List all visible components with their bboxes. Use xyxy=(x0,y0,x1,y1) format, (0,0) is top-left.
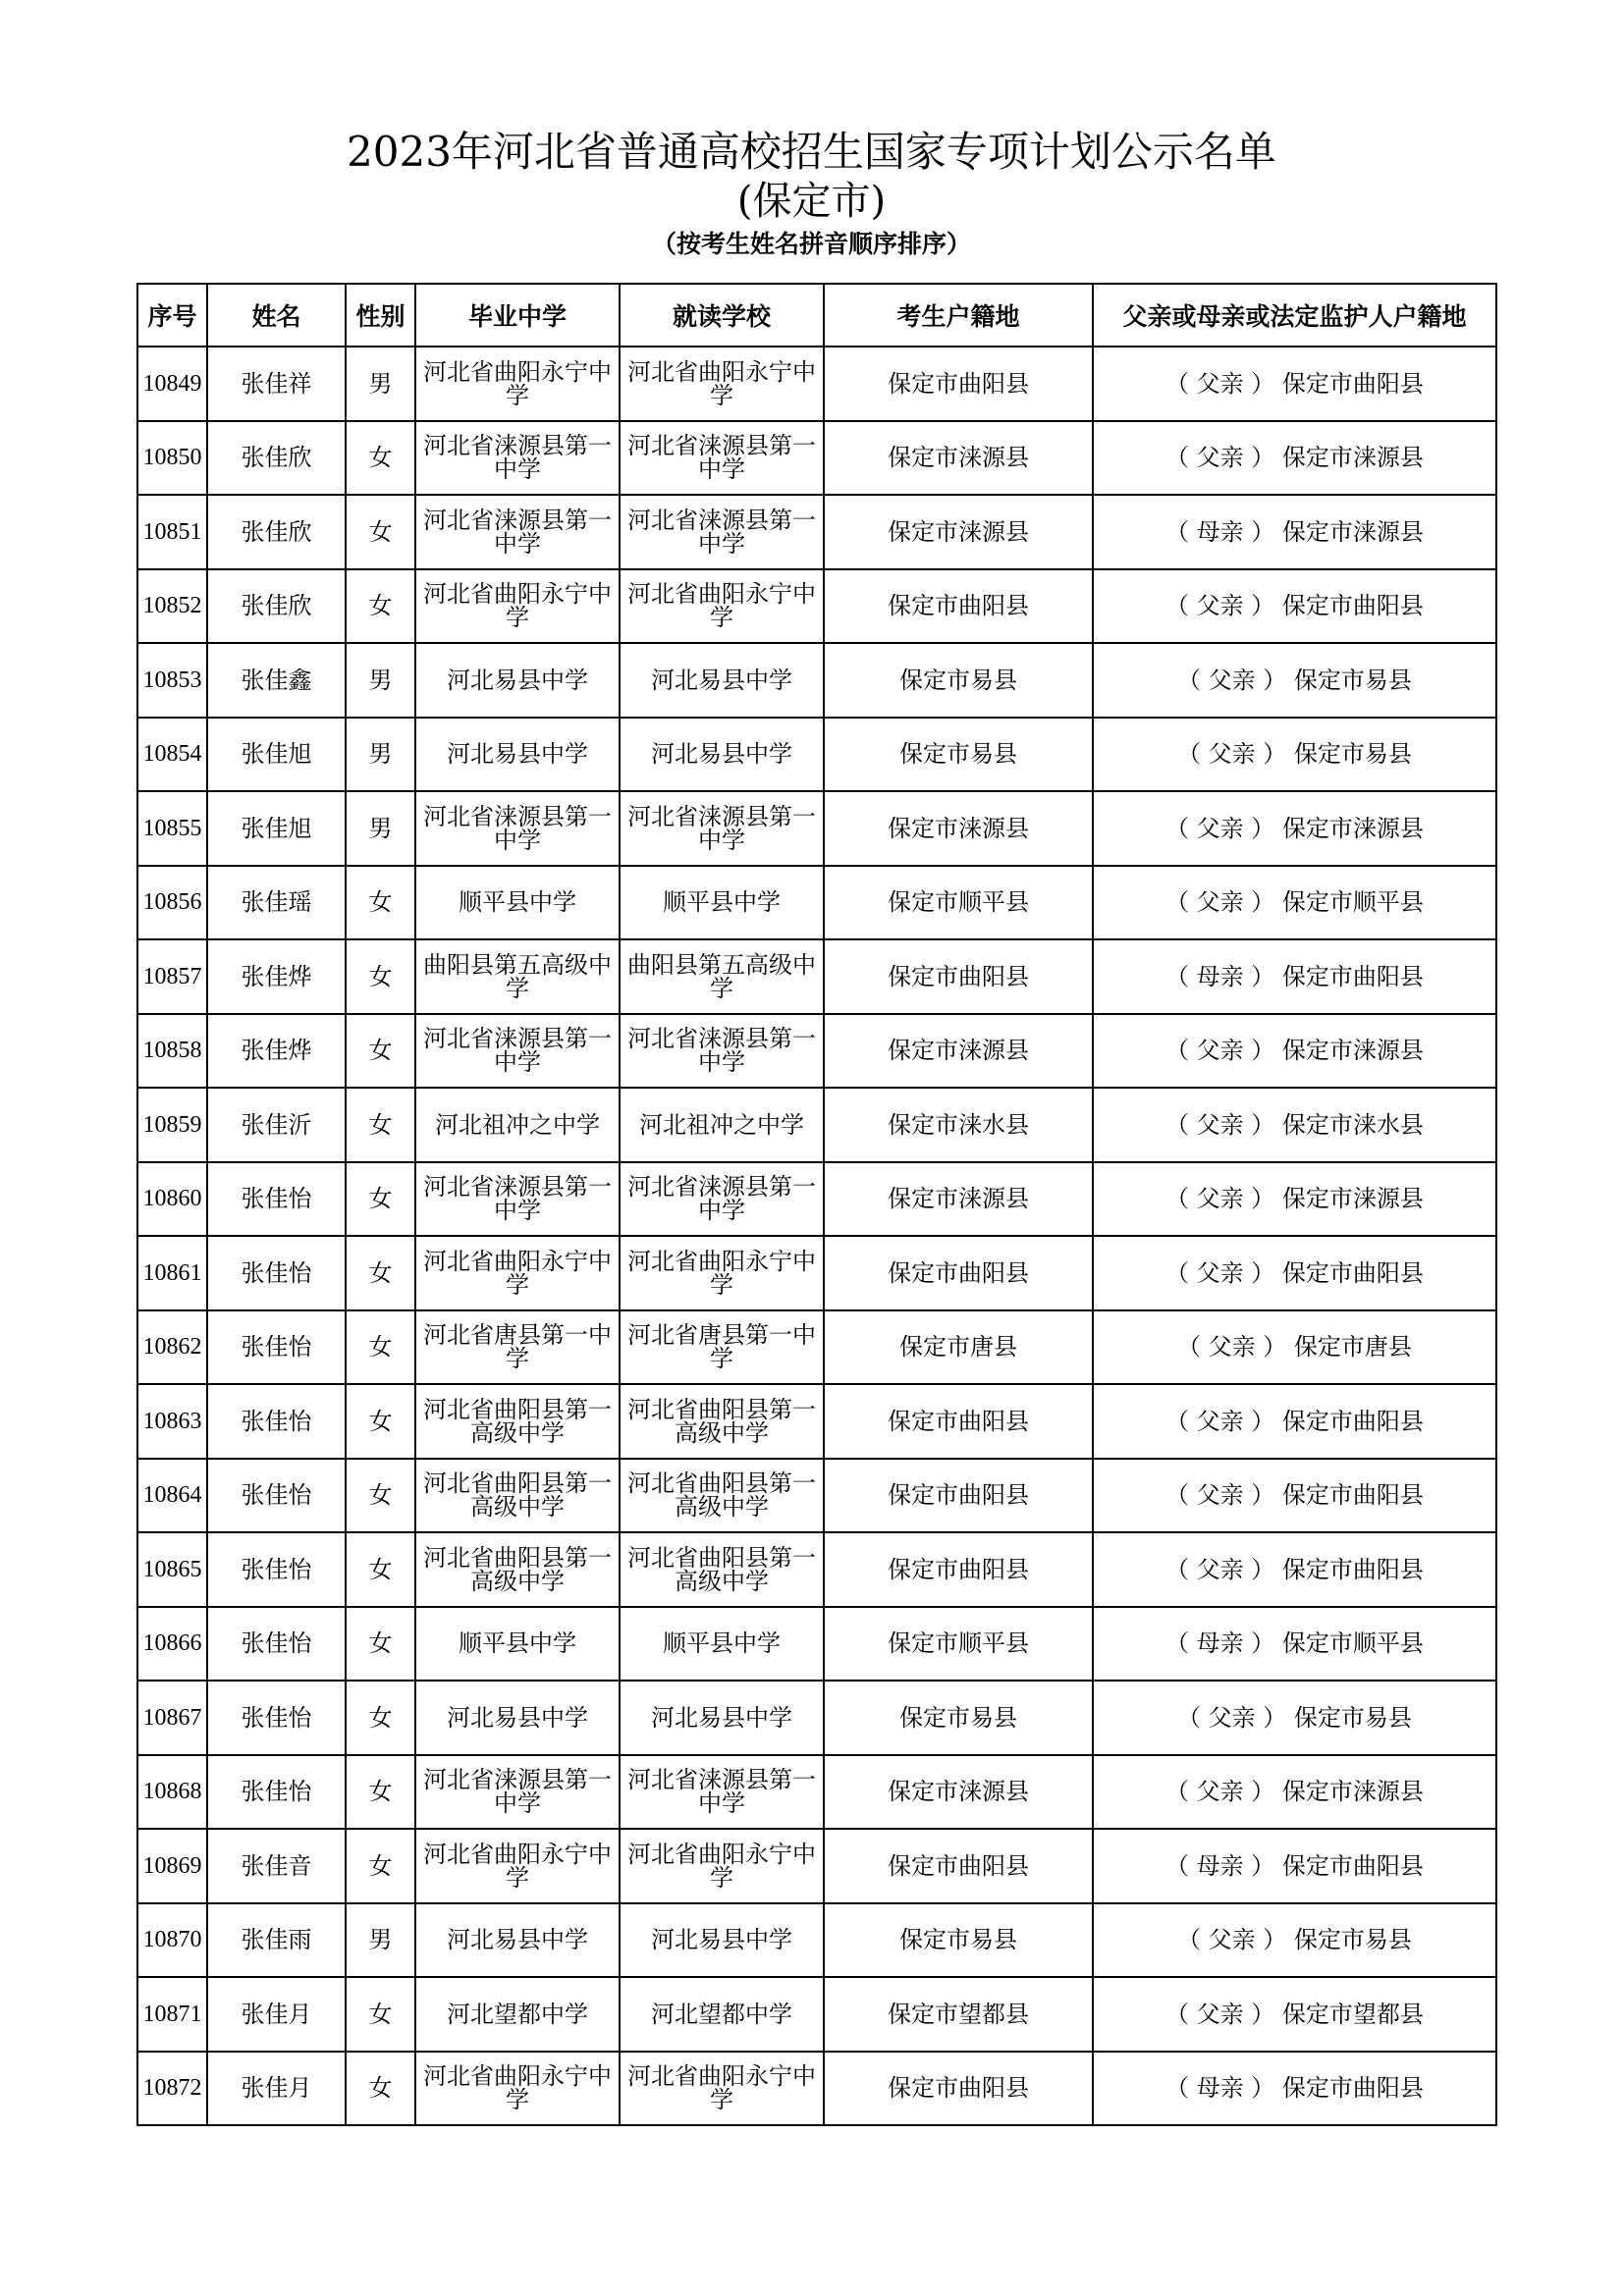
cell-grad-school: 河北省曲阳县第一高级中学 xyxy=(415,1384,620,1459)
cell-guardian-hukou: （ 父亲 ） 保定市涞源县 xyxy=(1093,1755,1496,1830)
cell-guardian-hukou: （ 母亲 ） 保定市曲阳县 xyxy=(1093,2052,1496,2126)
cell-hukou: 保定市涞源县 xyxy=(824,791,1093,866)
cell-current-school: 河北省涞源县第一中学 xyxy=(620,1755,824,1830)
cell-grad-school: 河北省曲阳永宁中学 xyxy=(415,347,620,421)
cell-name: 张佳欣 xyxy=(207,569,346,644)
cell-name: 张佳月 xyxy=(207,1977,346,2052)
cell-seq: 10852 xyxy=(137,569,207,644)
cell-guardian-hukou: （ 母亲 ） 保定市顺平县 xyxy=(1093,1607,1496,1682)
cell-current-school: 河北省涞源县第一中学 xyxy=(620,791,824,866)
table-row xyxy=(137,1829,1496,1903)
table-row xyxy=(137,866,1496,940)
cell-name: 张佳旭 xyxy=(207,718,346,792)
cell-guardian-hukou: （ 父亲 ） 保定市易县 xyxy=(1093,643,1496,718)
cell-guardian-hukou: （ 父亲 ） 保定市易县 xyxy=(1093,1681,1496,1755)
cell-grad-school: 河北省涞源县第一中学 xyxy=(415,1162,620,1237)
cell-seq: 10851 xyxy=(137,495,207,569)
cell-name: 张佳鑫 xyxy=(207,643,346,718)
cell-seq: 10863 xyxy=(137,1384,207,1459)
cell-hukou: 保定市涞源县 xyxy=(824,1162,1093,1237)
cell-guardian-hukou: （ 父亲 ） 保定市曲阳县 xyxy=(1093,569,1496,644)
cell-hukou: 保定市曲阳县 xyxy=(824,1459,1093,1533)
cell-name: 张佳怡 xyxy=(207,1607,346,1682)
cell-current-school: 河北省涞源县第一中学 xyxy=(620,1162,824,1237)
cell-seq: 10867 xyxy=(137,1681,207,1755)
cell-hukou: 保定市曲阳县 xyxy=(824,569,1093,644)
cell-gender: 女 xyxy=(346,1977,415,2052)
cell-guardian-hukou: （ 父亲 ） 保定市曲阳县 xyxy=(1093,1384,1496,1459)
header-current-school: 就读学校 xyxy=(620,284,824,347)
cell-gender: 女 xyxy=(346,1310,415,1385)
cell-seq: 10870 xyxy=(137,1903,207,1978)
cell-name: 张佳瑶 xyxy=(207,866,346,940)
table-row xyxy=(137,1532,1496,1607)
cell-gender: 女 xyxy=(346,569,415,644)
cell-guardian-hukou: （ 母亲 ） 保定市曲阳县 xyxy=(1093,939,1496,1014)
cell-hukou: 保定市涞源县 xyxy=(824,1014,1093,1089)
cell-hukou: 保定市易县 xyxy=(824,718,1093,792)
cell-current-school: 河北省唐县第一中学 xyxy=(620,1310,824,1385)
cell-hukou: 保定市顺平县 xyxy=(824,1607,1093,1682)
cell-grad-school: 河北省曲阳永宁中学 xyxy=(415,2052,620,2126)
cell-hukou: 保定市涞源县 xyxy=(824,421,1093,496)
cell-name: 张佳怡 xyxy=(207,1459,346,1533)
cell-current-school: 河北省曲阳永宁中学 xyxy=(620,2052,824,2126)
cell-gender: 女 xyxy=(346,1532,415,1607)
cell-guardian-hukou: （ 父亲 ） 保定市涞水县 xyxy=(1093,1088,1496,1162)
cell-name: 张佳烨 xyxy=(207,1014,346,1089)
table-row xyxy=(137,2052,1496,2126)
table-row xyxy=(137,643,1496,718)
cell-hukou: 保定市涞源县 xyxy=(824,495,1093,569)
cell-grad-school: 曲阳县第五高级中学 xyxy=(415,939,620,1014)
cell-gender: 女 xyxy=(346,1459,415,1533)
cell-name: 张佳烨 xyxy=(207,939,346,1014)
cell-seq: 10871 xyxy=(137,1977,207,2052)
table-row xyxy=(137,791,1496,866)
cell-grad-school: 河北省曲阳永宁中学 xyxy=(415,1829,620,1903)
cell-gender: 女 xyxy=(346,1088,415,1162)
cell-name: 张佳旭 xyxy=(207,791,346,866)
cell-hukou: 保定市易县 xyxy=(824,1681,1093,1755)
cell-seq: 10850 xyxy=(137,421,207,496)
cell-guardian-hukou: （ 父亲 ） 保定市曲阳县 xyxy=(1093,1532,1496,1607)
table-row xyxy=(137,939,1496,1014)
cell-gender: 男 xyxy=(346,791,415,866)
cell-name: 张佳雨 xyxy=(207,1903,346,1978)
cell-current-school: 河北省涞源县第一中学 xyxy=(620,1014,824,1089)
cell-gender: 女 xyxy=(346,1681,415,1755)
header-guardian-hukou: 父亲或母亲或法定监护人户籍地 xyxy=(1093,284,1496,347)
cell-guardian-hukou: （ 父亲 ） 保定市望都县 xyxy=(1093,1977,1496,2052)
cell-gender: 女 xyxy=(346,1162,415,1237)
table-row xyxy=(137,1088,1496,1162)
cell-current-school: 顺平县中学 xyxy=(620,1607,824,1682)
cell-current-school: 顺平县中学 xyxy=(620,866,824,940)
cell-seq: 10869 xyxy=(137,1829,207,1903)
cell-seq: 10872 xyxy=(137,2052,207,2126)
cell-gender: 女 xyxy=(346,866,415,940)
cell-seq: 10866 xyxy=(137,1607,207,1682)
cell-current-school: 河北省曲阳永宁中学 xyxy=(620,1829,824,1903)
document-title: 2023年河北省普通高校招生国家专项计划公示名单 xyxy=(347,128,1276,176)
cell-grad-school: 河北祖冲之中学 xyxy=(415,1088,620,1162)
cell-name: 张佳怡 xyxy=(207,1532,346,1607)
table-row xyxy=(137,421,1496,496)
table-row xyxy=(137,1607,1496,1682)
cell-current-school: 河北省曲阳永宁中学 xyxy=(620,569,824,644)
table-header-row xyxy=(137,284,1496,347)
sort-note: （按考生姓名拼音顺序排序） xyxy=(651,230,971,258)
cell-name: 张佳怡 xyxy=(207,1755,346,1830)
cell-hukou: 保定市顺平县 xyxy=(824,866,1093,940)
cell-seq: 10864 xyxy=(137,1459,207,1533)
cell-name: 张佳月 xyxy=(207,2052,346,2126)
cell-seq: 10855 xyxy=(137,791,207,866)
cell-name: 张佳怡 xyxy=(207,1681,346,1755)
cell-grad-school: 河北省曲阳永宁中学 xyxy=(415,1236,620,1310)
cell-current-school: 河北省曲阳县第一高级中学 xyxy=(620,1459,824,1533)
table-row xyxy=(137,1755,1496,1830)
cell-hukou: 保定市曲阳县 xyxy=(824,1829,1093,1903)
cell-gender: 男 xyxy=(346,718,415,792)
cell-grad-school: 河北易县中学 xyxy=(415,643,620,718)
cell-guardian-hukou: （ 父亲 ） 保定市唐县 xyxy=(1093,1310,1496,1385)
cell-guardian-hukou: （ 母亲 ） 保定市涞源县 xyxy=(1093,495,1496,569)
cell-gender: 男 xyxy=(346,1903,415,1978)
cell-hukou: 保定市涞源县 xyxy=(824,1755,1093,1830)
cell-guardian-hukou: （ 父亲 ） 保定市易县 xyxy=(1093,1903,1496,1978)
cell-grad-school: 河北易县中学 xyxy=(415,1681,620,1755)
cell-gender: 女 xyxy=(346,1236,415,1310)
cell-gender: 男 xyxy=(346,643,415,718)
cell-guardian-hukou: （ 母亲 ） 保定市曲阳县 xyxy=(1093,1829,1496,1903)
cell-current-school: 河北易县中学 xyxy=(620,1903,824,1978)
cell-hukou: 保定市望都县 xyxy=(824,1977,1093,2052)
cell-name: 张佳沂 xyxy=(207,1088,346,1162)
roster-table xyxy=(136,283,1497,2126)
cell-guardian-hukou: （ 父亲 ） 保定市曲阳县 xyxy=(1093,347,1496,421)
cell-seq: 10861 xyxy=(137,1236,207,1310)
cell-hukou: 保定市唐县 xyxy=(824,1310,1093,1385)
cell-current-school: 河北省涞源县第一中学 xyxy=(620,495,824,569)
table-row xyxy=(137,495,1496,569)
cell-guardian-hukou: （ 父亲 ） 保定市涞源县 xyxy=(1093,1162,1496,1237)
cell-seq: 10849 xyxy=(137,347,207,421)
cell-seq: 10860 xyxy=(137,1162,207,1237)
cell-guardian-hukou: （ 父亲 ） 保定市涞源县 xyxy=(1093,1014,1496,1089)
cell-seq: 10859 xyxy=(137,1088,207,1162)
cell-grad-school: 河北省涞源县第一中学 xyxy=(415,421,620,496)
cell-grad-school: 河北省涞源县第一中学 xyxy=(415,1014,620,1089)
table-row xyxy=(137,1681,1496,1755)
cell-hukou: 保定市曲阳县 xyxy=(824,1384,1093,1459)
table-body xyxy=(137,347,1496,2125)
cell-name: 张佳怡 xyxy=(207,1384,346,1459)
cell-hukou: 保定市曲阳县 xyxy=(824,1236,1093,1310)
cell-name: 张佳音 xyxy=(207,1829,346,1903)
cell-current-school: 河北易县中学 xyxy=(620,1681,824,1755)
table-row xyxy=(137,1236,1496,1310)
table-row xyxy=(137,718,1496,792)
header-grad-school: 毕业中学 xyxy=(415,284,620,347)
cell-name: 张佳欣 xyxy=(207,495,346,569)
cell-gender: 男 xyxy=(346,347,415,421)
cell-grad-school: 河北省曲阳县第一高级中学 xyxy=(415,1459,620,1533)
cell-hukou: 保定市曲阳县 xyxy=(824,1532,1093,1607)
table-row xyxy=(137,1459,1496,1533)
cell-grad-school: 河北省涞源县第一中学 xyxy=(415,791,620,866)
cell-current-school: 河北望都中学 xyxy=(620,1977,824,2052)
cell-grad-school: 河北省涞源县第一中学 xyxy=(415,495,620,569)
cell-grad-school: 河北省涞源县第一中学 xyxy=(415,1755,620,1830)
cell-current-school: 河北祖冲之中学 xyxy=(620,1088,824,1162)
cell-seq: 10857 xyxy=(137,939,207,1014)
table-row xyxy=(137,1903,1496,1978)
cell-seq: 10865 xyxy=(137,1532,207,1607)
cell-name: 张佳怡 xyxy=(207,1236,346,1310)
cell-guardian-hukou: （ 父亲 ） 保定市涞源县 xyxy=(1093,421,1496,496)
cell-current-school: 河北易县中学 xyxy=(620,718,824,792)
cell-gender: 女 xyxy=(346,939,415,1014)
cell-guardian-hukou: （ 父亲 ） 保定市曲阳县 xyxy=(1093,1236,1496,1310)
header-hukou: 考生户籍地 xyxy=(824,284,1093,347)
cell-current-school: 河北省曲阳永宁中学 xyxy=(620,1236,824,1310)
cell-current-school: 河北省曲阳永宁中学 xyxy=(620,347,824,421)
cell-gender: 女 xyxy=(346,1829,415,1903)
table-row xyxy=(137,1384,1496,1459)
cell-grad-school: 河北省唐县第一中学 xyxy=(415,1310,620,1385)
cell-current-school: 河北省曲阳县第一高级中学 xyxy=(620,1532,824,1607)
cell-current-school: 河北易县中学 xyxy=(620,643,824,718)
cell-hukou: 保定市易县 xyxy=(824,643,1093,718)
cell-grad-school: 顺平县中学 xyxy=(415,866,620,940)
cell-guardian-hukou: （ 父亲 ） 保定市涞源县 xyxy=(1093,791,1496,866)
cell-name: 张佳怡 xyxy=(207,1162,346,1237)
cell-guardian-hukou: （ 父亲 ） 保定市顺平县 xyxy=(1093,866,1496,940)
cell-hukou: 保定市曲阳县 xyxy=(824,347,1093,421)
cell-name: 张佳欣 xyxy=(207,421,346,496)
table-row xyxy=(137,1977,1496,2052)
cell-gender: 女 xyxy=(346,1014,415,1089)
cell-gender: 女 xyxy=(346,2052,415,2126)
cell-seq: 10862 xyxy=(137,1310,207,1385)
cell-gender: 女 xyxy=(346,1607,415,1682)
cell-gender: 女 xyxy=(346,1755,415,1830)
cell-guardian-hukou: （ 父亲 ） 保定市易县 xyxy=(1093,718,1496,792)
cell-name: 张佳怡 xyxy=(207,1310,346,1385)
cell-current-school: 曲阳县第五高级中学 xyxy=(620,939,824,1014)
table-row xyxy=(137,1014,1496,1089)
cell-seq: 10868 xyxy=(137,1755,207,1830)
cell-seq: 10853 xyxy=(137,643,207,718)
cell-gender: 女 xyxy=(346,421,415,496)
table-row xyxy=(137,1162,1496,1237)
cell-seq: 10858 xyxy=(137,1014,207,1089)
cell-grad-school: 河北望都中学 xyxy=(415,1977,620,2052)
cell-guardian-hukou: （ 父亲 ） 保定市曲阳县 xyxy=(1093,1459,1496,1533)
document-subtitle: (保定市) xyxy=(736,179,887,224)
cell-hukou: 保定市曲阳县 xyxy=(824,939,1093,1014)
cell-name: 张佳祥 xyxy=(207,347,346,421)
cell-gender: 女 xyxy=(346,495,415,569)
cell-hukou: 保定市曲阳县 xyxy=(824,2052,1093,2126)
cell-grad-school: 河北省曲阳县第一高级中学 xyxy=(415,1532,620,1607)
cell-grad-school: 河北易县中学 xyxy=(415,1903,620,1978)
cell-gender: 女 xyxy=(346,1384,415,1459)
cell-hukou: 保定市易县 xyxy=(824,1903,1093,1978)
cell-seq: 10854 xyxy=(137,718,207,792)
table-row xyxy=(137,347,1496,421)
header-seq: 序号 xyxy=(137,284,207,347)
table-row xyxy=(137,1310,1496,1385)
header-gender: 性别 xyxy=(346,284,415,347)
cell-grad-school: 顺平县中学 xyxy=(415,1607,620,1682)
cell-current-school: 河北省涞源县第一中学 xyxy=(620,421,824,496)
header-name: 姓名 xyxy=(207,284,346,347)
cell-hukou: 保定市涞水县 xyxy=(824,1088,1093,1162)
cell-current-school: 河北省曲阳县第一高级中学 xyxy=(620,1384,824,1459)
cell-seq: 10856 xyxy=(137,866,207,940)
cell-grad-school: 河北易县中学 xyxy=(415,718,620,792)
cell-grad-school: 河北省曲阳永宁中学 xyxy=(415,569,620,644)
table-row xyxy=(137,569,1496,644)
